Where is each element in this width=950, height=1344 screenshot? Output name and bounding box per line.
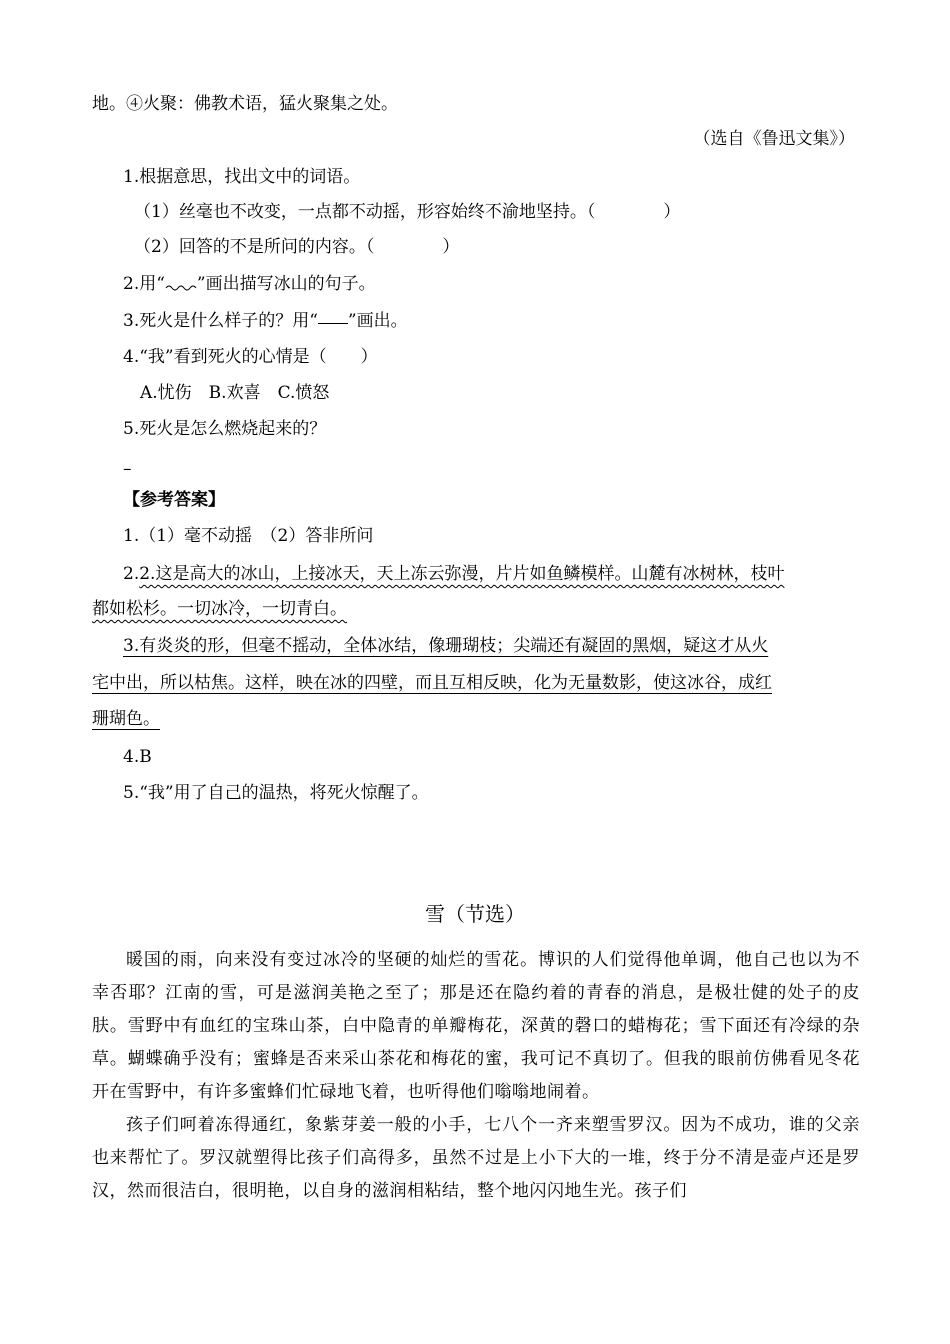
answer-3-line-2 bbox=[92, 671, 772, 695]
question-3-prefix: 3.死火是什么样子的？用“ bbox=[123, 311, 318, 331]
source-citation: （选自《鲁迅文集》） bbox=[693, 129, 855, 149]
answer-2-line-2 bbox=[92, 597, 347, 621]
question-3 bbox=[123, 309, 408, 333]
answer-1: 1.（1）毫不动摇 （2）答非所问 bbox=[123, 526, 374, 546]
dash-mark: – bbox=[123, 459, 132, 479]
answer-3-text-3: 珊瑚色。 bbox=[92, 709, 160, 729]
answer-2-text-1: 2.这是高大的冰山，上接冰天，天上冻云弥漫，片片如鱼鳞模样。山麓有冰树林，枝叶 bbox=[139, 564, 785, 584]
answer-3-line-1 bbox=[123, 634, 768, 658]
article-title: 雪（节选） bbox=[425, 902, 525, 926]
straight-underline-sample bbox=[318, 309, 348, 324]
answer-2-number: 2. bbox=[123, 564, 140, 584]
question-1-2: （2）回答的不是所问的内容。（ ） bbox=[134, 237, 460, 257]
answer-3-text-1: 3.有炎炎的形，但毫不摇动，全体冰结，像珊瑚枝；尖端还有凝固的黑烟，疑这才从火 bbox=[123, 636, 769, 656]
answer-2-text-2: 都如松杉。一切冰冷，一切青白。 bbox=[92, 599, 347, 619]
answer-3-line-3 bbox=[92, 707, 160, 731]
question-4-options: A.忧伤 B.欢喜 C.愤怒 bbox=[140, 383, 330, 403]
question-1: 1.根据意思，找出文中的词语。 bbox=[123, 167, 361, 187]
article-paragraph-1: 暖国的雨，向来没有变过冰冷的坚硬的灿烂的雪花。博识的人们觉得他单调，他自己也以为不幸否耶？江南的雪，可是滋润美艳之至了；那是还在隐约着的青春的消息，是极壮健的处子的皮肤。雪野中有血红的宝珠山茶，白中隐青的单瓣梅花，深黄的磬口的蜡梅花；雪下面还有冷绿的杂草。蝴蝶确乎没有；蜜蜂是否来采山茶花和梅花的蜜，我可记不真切了。但我的眼前仿佛看见冬花开在雪野中，有许多蜜蜂们忙碌地飞着，也听得他们嗡嗡地闹着。 bbox=[92, 950, 860, 1102]
question-4: 4.“我”看到死火的心情是（ ） bbox=[123, 347, 378, 367]
answers-title: 【参考答案】 bbox=[123, 490, 225, 510]
article-paragraph-2: 孩子们呵着冻得通红，象紫芽姜一般的小手，七八个一齐来塑雪罗汉。因为不成功，谁的父亲也来帮忙了。罗汉就塑得比孩子们高得多，虽然不过是上小下大的一堆，终于分不清是壶卢还是罗汉，然而很洁白，很明艳，以自身的滋润相粘结，整个地闪闪地生光。孩子们 bbox=[92, 1115, 860, 1201]
answer-3-text-2: 宅中出，所以枯焦。这样，映在冰的四壁，而且互相反映，化为无量数影，使这冰谷，成红 bbox=[92, 673, 772, 693]
answer-4: 4.B bbox=[123, 747, 152, 767]
question-5: 5.死火是怎么燃烧起来的？ bbox=[123, 419, 327, 439]
question-2 bbox=[123, 272, 376, 296]
question-1-1: （1）丝毫也不改变，一点都不动摇，形容始终不渝地坚持。（ ） bbox=[134, 202, 681, 222]
question-2-suffix: ”画出描写冰山的句子。 bbox=[196, 274, 376, 294]
question-2-prefix: 2.用“ bbox=[123, 274, 165, 294]
wavy-underline-sample bbox=[165, 275, 197, 289]
question-3-suffix: ”画出。 bbox=[347, 311, 408, 331]
article-body bbox=[92, 944, 860, 1208]
answer-5: 5.“我”用了自己的温热，将死火惊醒了。 bbox=[123, 783, 429, 803]
answer-2-line-1 bbox=[123, 562, 784, 586]
footnote-line: 地。④火聚：佛教术语，猛火聚集之处。 bbox=[92, 94, 398, 114]
